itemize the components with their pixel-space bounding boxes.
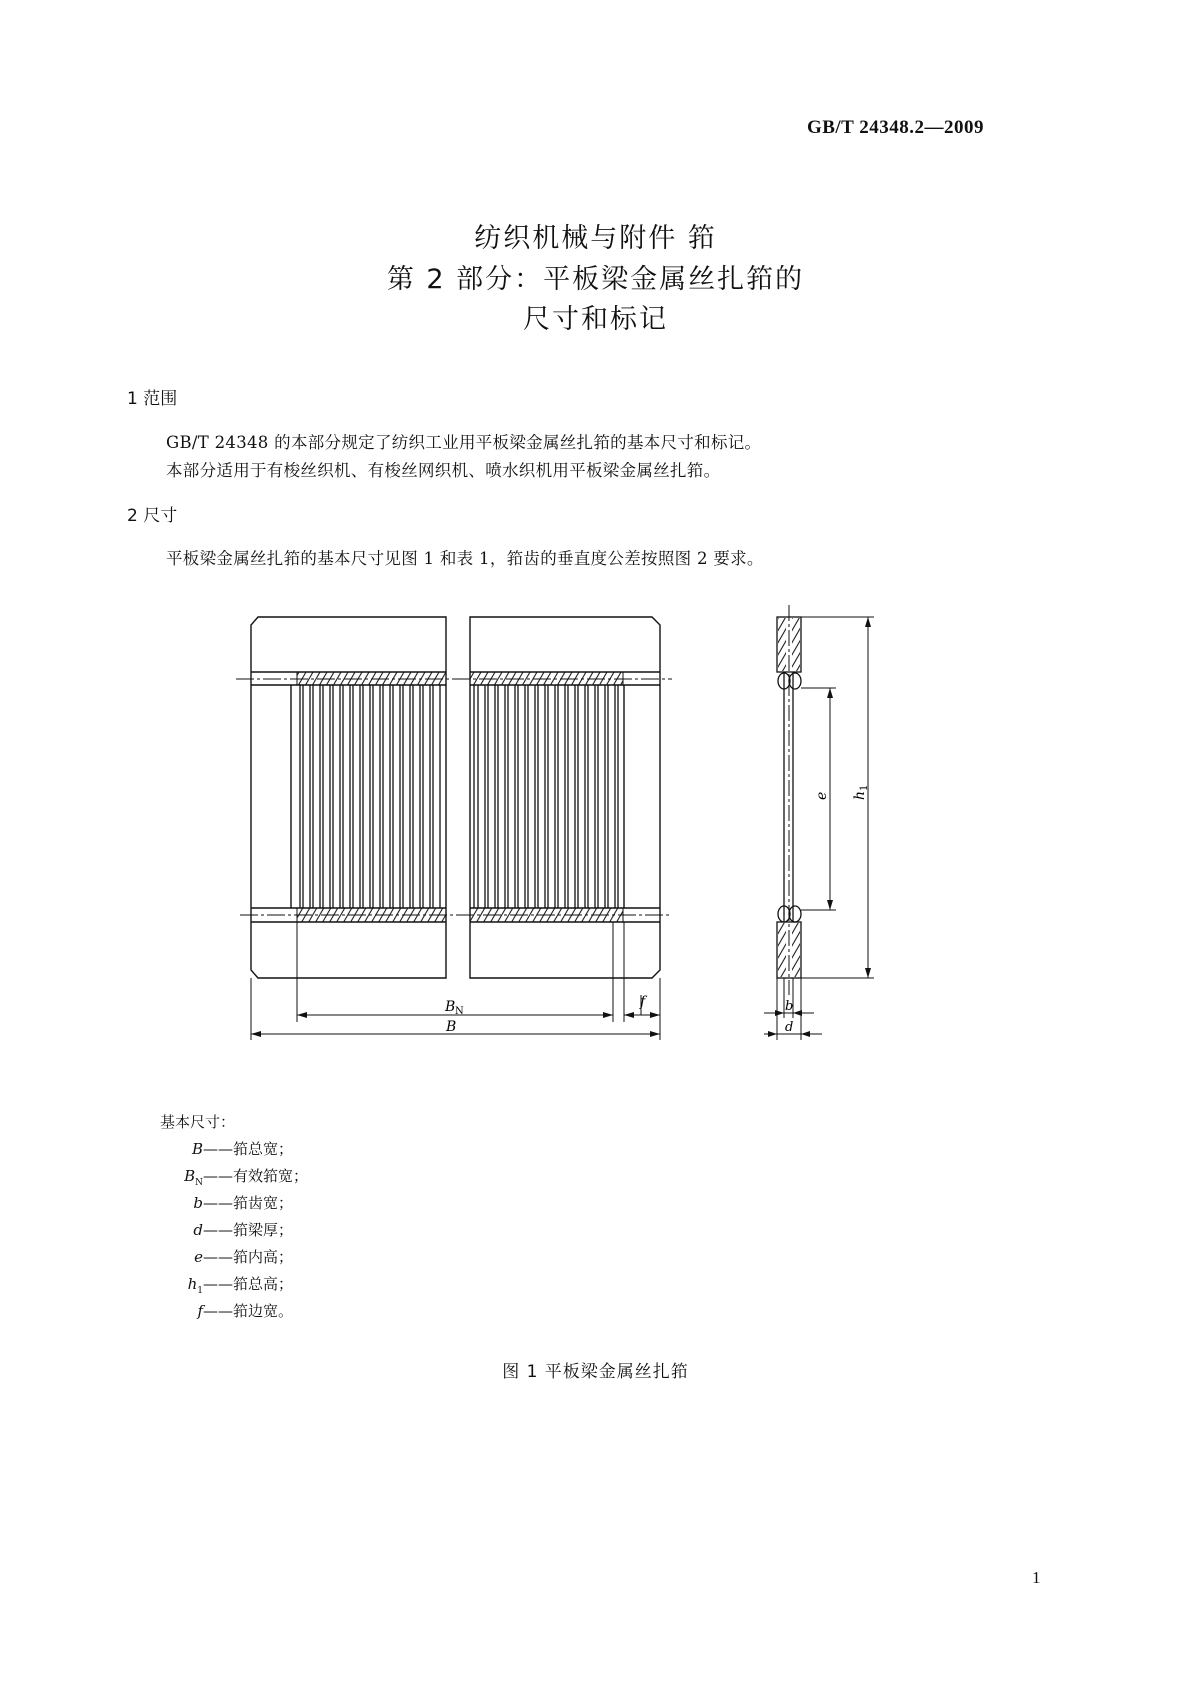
title-line-2: 第 2 部分：平板梁金属丝扎筘的	[386, 264, 805, 295]
legend-item: f——筘边宽。	[197, 1302, 294, 1320]
legend-item: B——筘总宽；	[191, 1140, 294, 1158]
legend-item: b——筘齿宽；	[193, 1194, 294, 1212]
legend-list	[150, 1138, 350, 1327]
standard-number: GB/T 24348.2—2009	[806, 117, 984, 138]
dim-label-h1: h	[852, 790, 868, 800]
dim-label-bn: B	[445, 999, 456, 1015]
legend-item: d——筘梁厚；	[193, 1221, 294, 1239]
dim-label-d: d	[785, 1020, 794, 1035]
page-number: 1	[1032, 1568, 1041, 1587]
legend-item: e——筘内高；	[194, 1248, 294, 1266]
title-line-3: 尺寸和标记	[523, 304, 668, 335]
legend-item: $B_N——$有效筘宽；	[184, 1167, 309, 1188]
reed-dents	[300, 685, 618, 908]
legend-item: $h_1——$筘总高；	[187, 1275, 294, 1296]
section-1-paragraph-2: 本部分适用于有梭丝织机、有梭丝网织机、喷水织机用平板梁金属丝扎筘。	[166, 461, 721, 480]
dim-label-bn-sub: N	[455, 1006, 464, 1017]
section-1-paragraph-1: GB/T 24348 的本部分规定了纺织工业用平板梁金属丝扎筘的基本尺寸和标记。	[166, 433, 762, 452]
legend-title: 基本尺寸：	[160, 1113, 236, 1131]
section-2-heading: 2 尺寸	[127, 506, 178, 526]
dim-label-f: f	[640, 994, 646, 1010]
section-2-paragraph-1: 平板梁金属丝扎筘的基本尺寸见图 1 和表 1，筘齿的垂直度公差按照图 2 要求。	[166, 549, 764, 568]
dim-label-e: e	[814, 791, 830, 800]
dim-label-b-total: B	[446, 1019, 457, 1035]
dim-label-h1-sub: 1	[859, 784, 870, 791]
title-line-1: 纺织机械与附件 筘	[474, 223, 717, 254]
figure-caption: 图 1 平板梁金属丝扎筘	[502, 1362, 689, 1382]
dim-label-b-dent: b	[785, 999, 794, 1014]
section-1-heading: 1 范围	[127, 389, 178, 409]
reed-left-panel	[251, 617, 446, 978]
